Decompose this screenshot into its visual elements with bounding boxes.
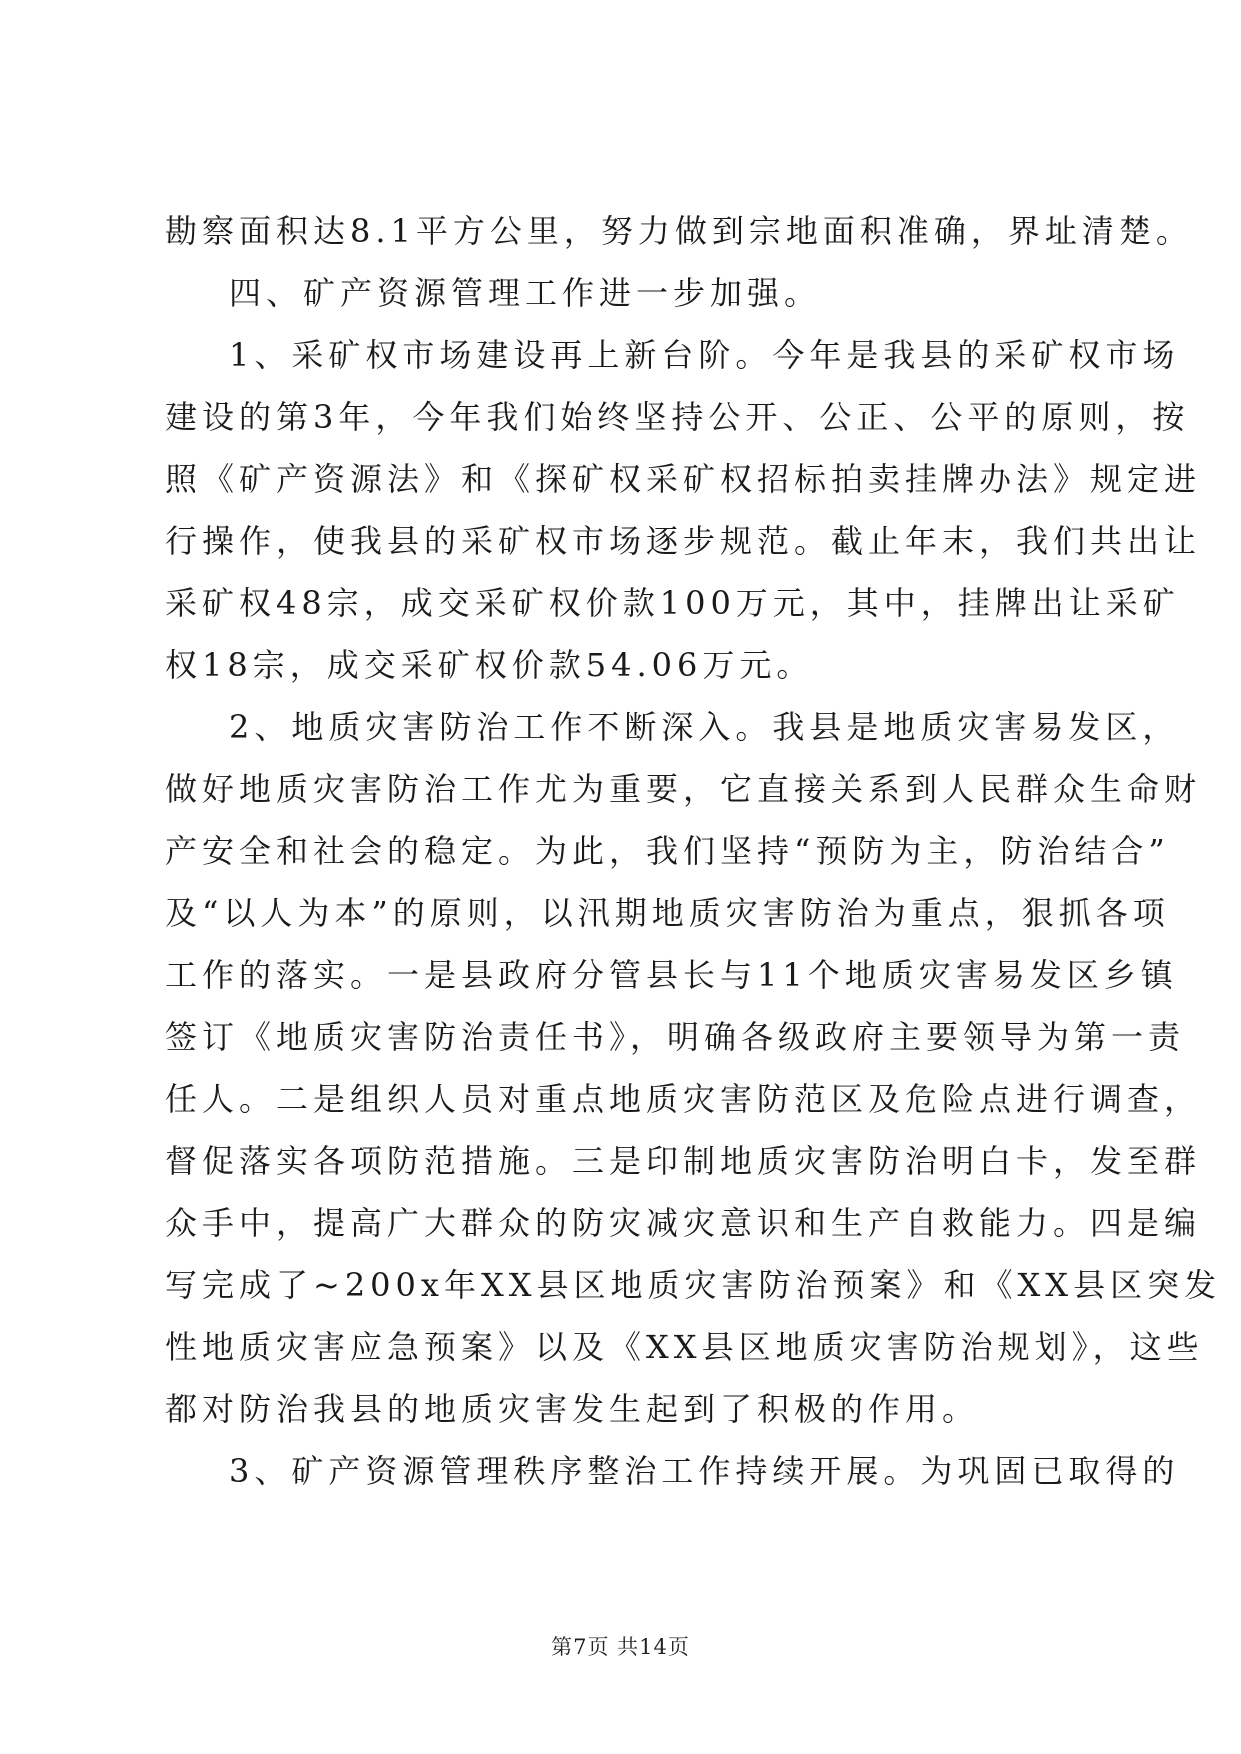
text-line-16: 督促落实各项防范措施。三是印制地质灾害防治明白卡，发至群 [165,1142,1202,1180]
text-line-21: 3、矿产资源管理秩序整治工作持续开展。为巩固已取得的 [229,1452,1180,1490]
text-line-10: 做好地质灾害防治工作尤为重要，它直接关系到人民群众生命财 [165,770,1202,808]
text-line-18: 写完成了~200x年XX县区地质灾害防治预案》和《XX县区突发 [165,1266,1222,1304]
text-line-3: 1、采矿权市场建设再上新台阶。今年是我县的采矿权市场 [229,336,1180,374]
text-line-19: 性地质灾害应急预案》以及《XX县区地质灾害防治规划》，这些 [165,1328,1204,1366]
body-text [165,200,1222,1502]
text-line-9: 2、地质灾害防治工作不断深入。我县是地质灾害易发区， [229,708,1180,746]
text-line-5: 照《矿产资源法》和《探矿权采矿权招标拍卖挂牌办法》规定进 [165,460,1202,498]
text-line-6: 行操作，使我县的采矿权市场逐步规范。截止年末，我们共出让 [165,522,1202,560]
text-line-2: 四、矿产资源管理工作进一步加强。 [229,274,822,312]
page-number-footer: 第7页 共14页 [551,1635,690,1659]
text-line-20: 都对防治我县的地质灾害发生起到了积极的作用。 [165,1390,980,1428]
text-line-15: 任人。二是组织人员对重点地质灾害防范区及危险点进行调查， [165,1080,1202,1118]
text-line-11: 产安全和社会的稳定。为此，我们坚持“预防为主，防治结合” [165,832,1170,870]
text-line-4: 建设的第3年，今年我们始终坚持公开、公正、公平的原则，按 [165,398,1190,436]
text-line-8: 权18宗，成交采矿权价款54.06万元。 [165,646,814,684]
text-line-13: 工作的落实。一是县政府分管县长与11个地质灾害易发区乡镇 [165,956,1178,994]
text-line-17: 众手中，提高广大群众的防灾减灾意识和生产自救能力。四是编 [165,1204,1202,1242]
text-line-12: 及“以人为本”的原则，以汛期地质灾害防治为重点，狠抓各项 [165,894,1170,932]
text-line-14: 签订《地质灾害防治责任书》，明确各级政府主要领导为第一责 [165,1018,1186,1056]
text-line-7: 采矿权48宗，成交采矿权价款100万元，其中，挂牌出让采矿 [165,584,1180,622]
text-line-1: 勘察面积达8.1平方公里，努力做到宗地面积准确，界址清楚。 [165,212,1193,250]
